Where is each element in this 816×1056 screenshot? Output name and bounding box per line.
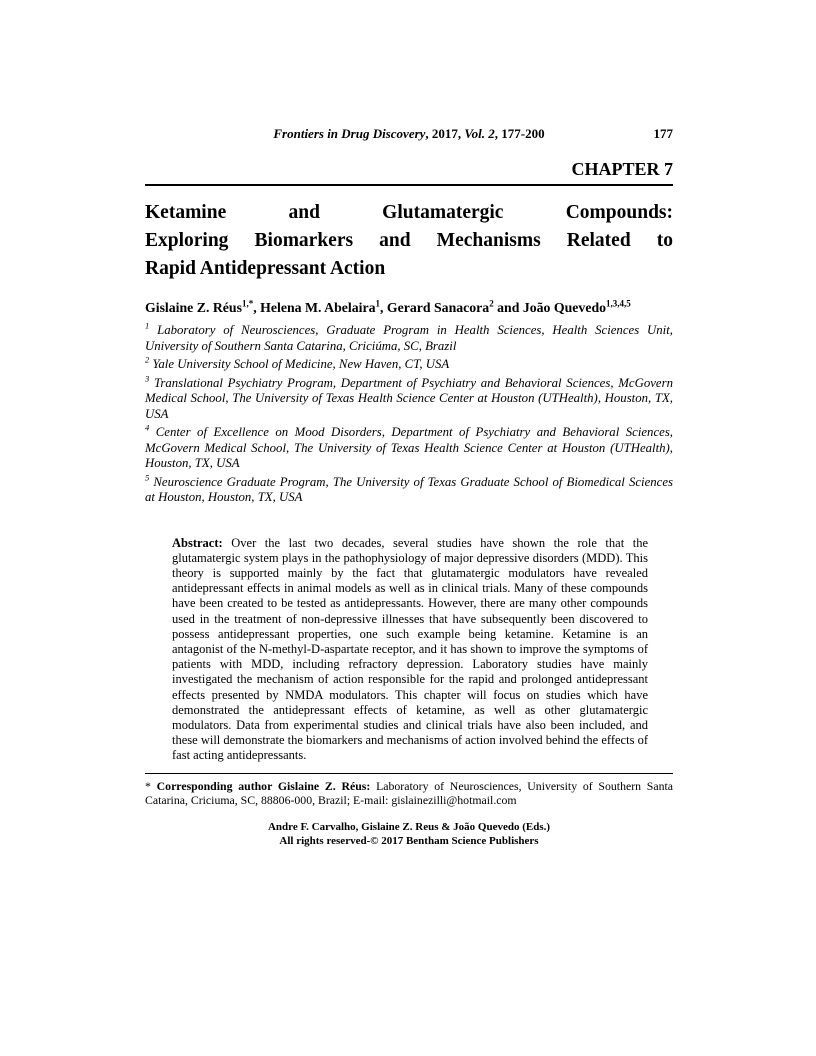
affiliation-4: $^4$ Center of Excellence on Mood Disorders, Department of Psychiatry and Behavioral Sciences, McGovern Medical School, The University of Texas Health Science Center at Houston (UTHealth), Houston, TX, USA: [145, 422, 673, 470]
abstract-block: [145, 536, 673, 764]
affiliation-1: $^1$ Laboratory of Neurosciences, Graduate Program in Health Sciences, Health Sciences Unit, University of Southern Santa Catarina, Criciúma, SC, Brazil: [145, 320, 673, 353]
author-2-affil-sup: 1: [375, 298, 380, 309]
author-3-affil-sup: 2: [489, 298, 494, 309]
publisher-credits: [145, 820, 673, 848]
footnote-text: Laboratory of Neurosciences, University of Southern Santa Catarina, Criciuma, SC, 88806-000, Brazil; E-mail: gislainezilli@hotmail.com: [145, 778, 673, 807]
author-1-affil-sup: 1,*: [241, 298, 254, 309]
affiliation-3-number: 3: [145, 373, 150, 384]
author-1: Gislaine Z. Réus: [145, 300, 242, 315]
author-line: Gislaine Z. Réus$^{1,*}$, Helena M. Abelaira$^1$, Gerard Sanacora$^2$ and João Quevedo$^{1,3,4,5}$: [145, 298, 631, 315]
affiliation-5: $^5$ Neuroscience Graduate Program, The University of Texas Graduate School of Biomedical Sciences at Houston, Houston, TX, USA: [145, 472, 673, 504]
affiliation-1-number: 1: [145, 320, 150, 331]
abstract-label: Abstract:: [172, 535, 223, 550]
author-4: João Quevedo: [522, 300, 607, 315]
footnote-bold-lead: Corresponding author Gislaine Z. Réus:: [156, 778, 371, 793]
footnote-separator: [145, 773, 673, 774]
affiliation-5-number: 5: [145, 472, 150, 483]
title-line-1: Ketamine and Glutamatergic Compounds:: [145, 202, 673, 223]
editors-line: Andre F. Carvalho, Gislaine Z. Reus & João Quevedo (Eds.): [267, 820, 551, 833]
author-3: Gerard Sanacora: [386, 300, 490, 315]
affiliation-3: $^3$ Translational Psychiatry Program, Department of Psychiatry and Behavioral Sciences, McGovern Medical School, The University of Texas Health Science Center at Houston (UTHealth), Houston, TX, USA: [145, 373, 673, 421]
footnote-marker: *: [145, 778, 157, 793]
copyright-line: All rights reserved-© 2017 Bentham Science Publishers: [279, 834, 539, 847]
affiliation-2-number: 2: [145, 354, 150, 365]
chapter-label: CHAPTER 7: [571, 159, 673, 179]
journal-title: Frontiers in Drug Discovery, 2017, Vol. 2, 177-200: [273, 126, 545, 141]
abstract-text: Over the last two decades, several studies have shown the role that the glutamatergic system plays in the pathophysiology of major depressive disorders (MDD). This theory is supported mainly by the fact that glutamatergic modulators have revealed antidepressant effects in animal models as well as in clinical trials. Many of these compounds have been created to be tested as antidepressants. However, there are many other compounds used in the treatment of non-depressive illnesses that have subsequently been discovered to possess antidepressant properties, one such example being ketamine. Ketamine is an antagonist of the N-methyl-D-aspartate receptor, and it has shown to improve the symptoms of patients with MDD, including refractory depression. Laboratory studies have mainly investigated the mechanism of action responsible for the rapid and prolonged antidepressant effects presented by NMDA modulators. This chapter will focus on studies which have demonstrated the antidepressant effects of ketamine, as well as other glutamatergic modulators. Data from experimental studies and clinical trials have also been included, and these will demonstrate the biomarkers and mechanisms of action involved behind the effects of fast acting antidepressants.: [172, 535, 648, 763]
affiliation-list: [145, 320, 673, 506]
page-content: [145, 126, 673, 848]
author-2: Helena M. Abelaira: [260, 300, 376, 315]
author-4-affil-sup: 1,3,4,5: [606, 298, 631, 309]
chapter-title: [145, 199, 673, 283]
page-number: 177: [653, 126, 673, 141]
affiliation-4-number: 4: [145, 422, 150, 433]
corresponding-author-footnote: [145, 779, 673, 807]
chapter-heading: [145, 159, 673, 186]
running-head: [145, 126, 673, 141]
title-line-2: Exploring Biomarkers and Mechanisms Related to: [145, 230, 673, 251]
affiliation-2: $^2$ Yale University School of Medicine, New Haven, CT, USA: [145, 354, 450, 371]
title-line-3: Rapid Antidepressant Action: [145, 258, 386, 279]
